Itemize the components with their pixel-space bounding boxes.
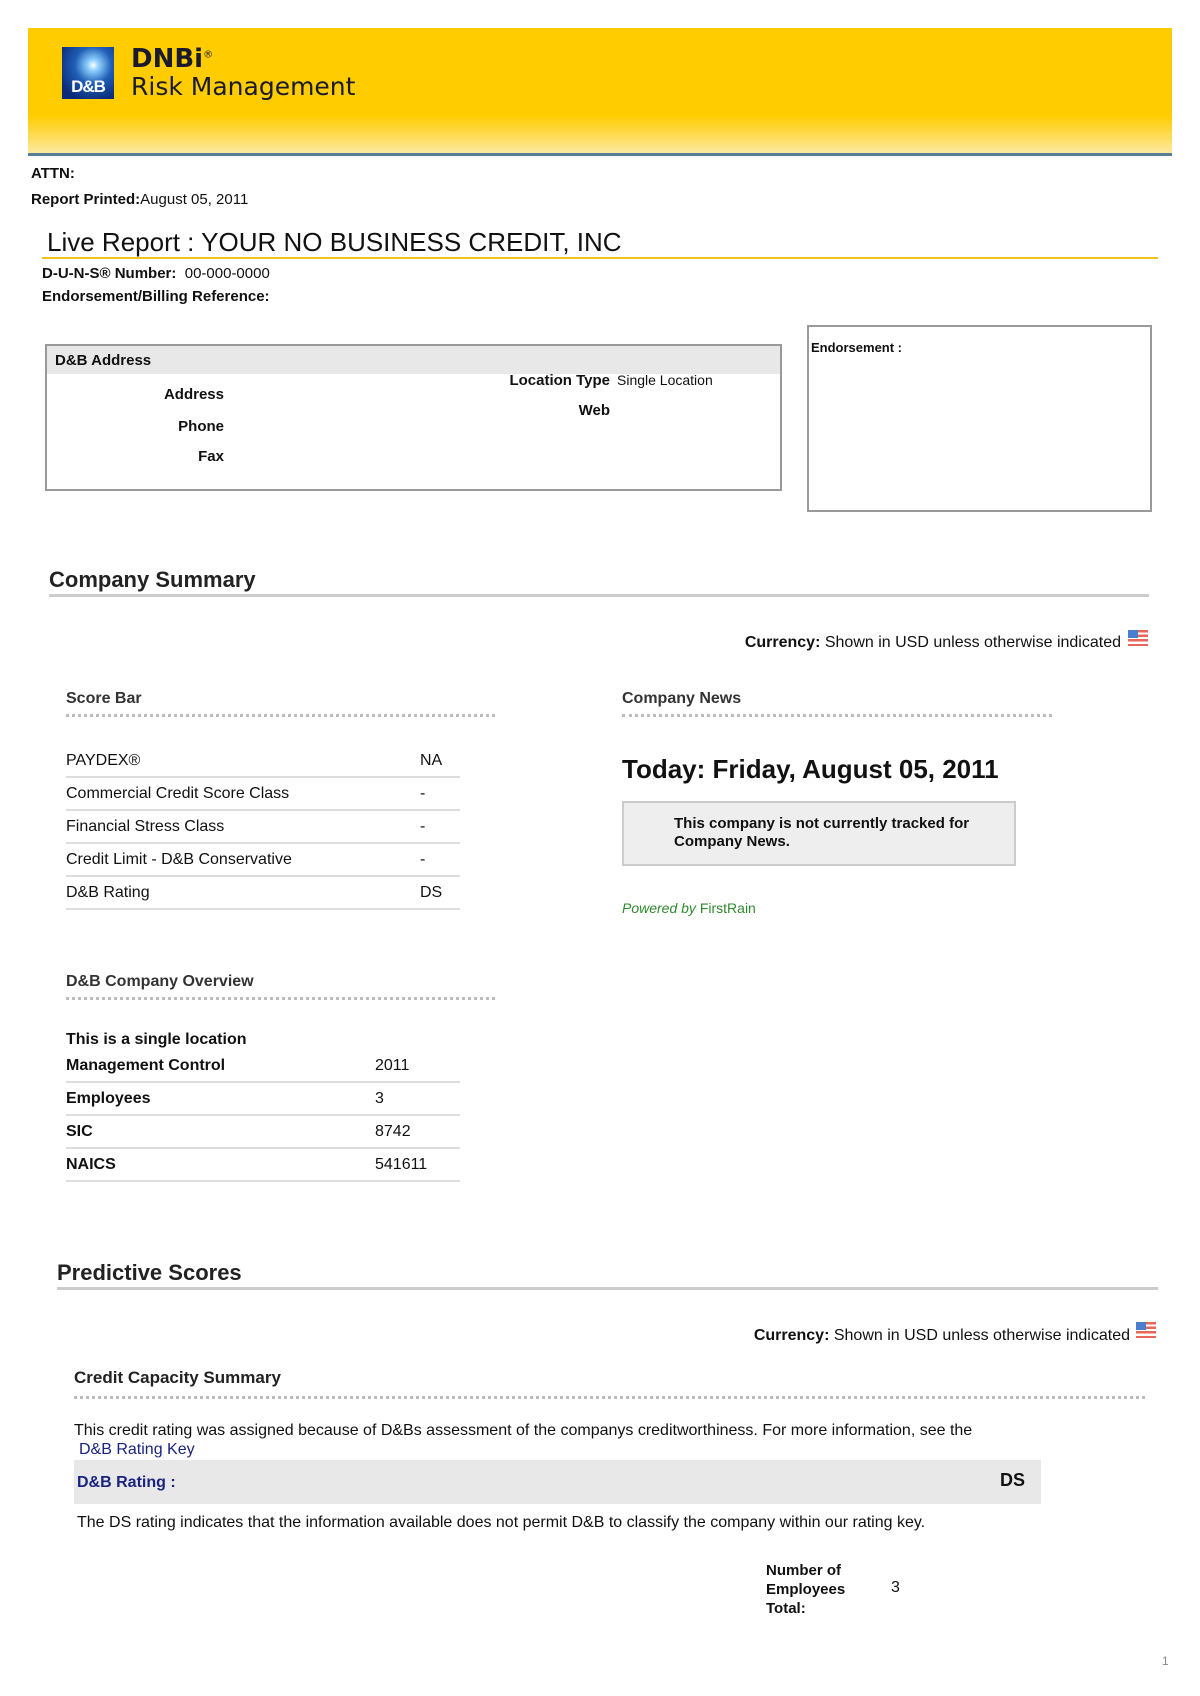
overview-value: 2011 xyxy=(375,1057,410,1074)
overview-value: 3 xyxy=(375,1090,384,1107)
score-row xyxy=(66,877,460,910)
overview-subtitle: This is a single location xyxy=(66,1031,247,1048)
employees-total-value: 3 xyxy=(891,1579,900,1596)
currency-text: Shown in USD unless otherwise indicated xyxy=(833,1327,1130,1344)
divider xyxy=(66,714,495,717)
overview-row xyxy=(66,1083,460,1116)
overview-label: SIC xyxy=(66,1123,93,1140)
duns-label: D-U-N-S® Number: xyxy=(42,265,177,282)
page-number: 1 xyxy=(1162,1654,1169,1668)
company-summary-title: Company Summary xyxy=(49,567,256,592)
overview-value: 8742 xyxy=(375,1123,411,1140)
score-label: PAYDEX® xyxy=(66,752,141,769)
rating-value: DS xyxy=(999,1470,1025,1490)
rating-key-link[interactable]: D&B Rating Key xyxy=(79,1441,195,1458)
overview-label: Employees xyxy=(66,1090,151,1107)
duns-value: 00-000-0000 xyxy=(184,265,270,282)
address-header: D&B Address xyxy=(47,346,780,374)
score-label: Commercial Credit Score Class xyxy=(66,785,290,802)
rating-note: The DS rating indicates that the information available does not permit D&B to classify the company within our rating key. xyxy=(77,1514,926,1531)
address-label: Address xyxy=(163,386,224,403)
score-row xyxy=(66,844,460,877)
score-label: Financial Stress Class xyxy=(66,818,225,835)
duns-number xyxy=(42,265,270,282)
label-line: Total: xyxy=(766,1600,806,1617)
score-row xyxy=(66,745,460,778)
divider xyxy=(49,594,1149,597)
score-value: NA xyxy=(420,752,443,769)
us-flag-icon xyxy=(1128,630,1148,646)
predictive-scores-title: Predictive Scores xyxy=(57,1260,242,1285)
overview-row xyxy=(66,1116,460,1149)
endorsement-label: Endorsement : xyxy=(811,340,903,355)
currency-text: Shown in USD unless otherwise indicated xyxy=(824,634,1121,651)
divider xyxy=(57,1287,1158,1290)
score-value: - xyxy=(420,851,426,868)
printed-value: August 05, 2011 xyxy=(140,191,249,208)
score-row xyxy=(66,778,460,811)
dnb-logo: D&B xyxy=(62,47,114,99)
phone-label: Phone xyxy=(178,418,224,435)
us-flag-icon xyxy=(1136,1322,1156,1338)
location-type-label: Location Type xyxy=(509,372,610,389)
currency-note xyxy=(754,1327,1130,1345)
rating-band xyxy=(74,1460,1041,1504)
divider xyxy=(622,714,1052,717)
currency-note xyxy=(745,634,1121,652)
overview-row xyxy=(66,1050,460,1083)
web-label: Web xyxy=(578,402,610,419)
score-value: - xyxy=(420,785,426,802)
credit-capacity-title: Credit Capacity Summary xyxy=(74,1368,281,1387)
label-line: Employees xyxy=(766,1581,846,1598)
divider xyxy=(74,1396,1145,1399)
news-message: This company is not currently tracked for Company News. xyxy=(674,815,970,850)
attn-label: ATTN: xyxy=(31,165,75,182)
score-row xyxy=(66,811,460,844)
report-printed xyxy=(31,191,248,208)
currency-label: Currency: xyxy=(744,634,821,651)
news-message-box xyxy=(622,801,1016,866)
score-value: DS xyxy=(420,884,443,901)
fax-label: Fax xyxy=(198,448,224,465)
score-bar-title: Score Bar xyxy=(66,690,142,707)
overview-label: NAICS xyxy=(66,1156,116,1173)
page-title: Live Report : YOUR NO BUSINESS CREDIT, INC xyxy=(47,227,622,257)
firstrain-link[interactable]: FirstRain xyxy=(699,900,756,916)
overview-title: D&B Company Overview xyxy=(66,973,254,990)
today-date: Today: Friday, August 05, 2011 xyxy=(622,754,999,784)
overview-row xyxy=(66,1149,460,1182)
score-value: - xyxy=(420,818,426,835)
location-type-value: Single Location xyxy=(617,372,713,388)
powered-by-label: Powered by xyxy=(622,900,696,916)
overview-value: 541611 xyxy=(375,1156,428,1173)
printed-label: Report Printed: xyxy=(31,191,141,208)
employees-total-label xyxy=(766,1561,845,1618)
registered-mark: ® xyxy=(203,49,214,61)
brand-name xyxy=(131,44,213,74)
rating-label: D&B Rating : xyxy=(77,1474,176,1491)
score-label: Credit Limit - D&B Conservative xyxy=(66,851,292,868)
address-box xyxy=(45,344,782,491)
brand-line1: DNBi xyxy=(131,44,204,74)
score-label: D&B Rating xyxy=(66,884,150,901)
brand-subtitle: Risk Management xyxy=(131,72,356,101)
rating-paragraph: This credit rating was assigned because of D&Bs assessment of the companys creditworthiness. For more information, see the xyxy=(74,1422,973,1439)
overview-label: Management Control xyxy=(66,1057,226,1074)
divider xyxy=(66,997,495,1000)
label-line: Number of xyxy=(766,1562,841,1579)
currency-label: Currency: xyxy=(753,1327,830,1344)
company-news-title: Company News xyxy=(622,690,742,707)
title-underline xyxy=(42,257,1158,259)
powered-by xyxy=(622,900,756,916)
billing-reference-label: Endorsement/Billing Reference: xyxy=(42,288,270,305)
